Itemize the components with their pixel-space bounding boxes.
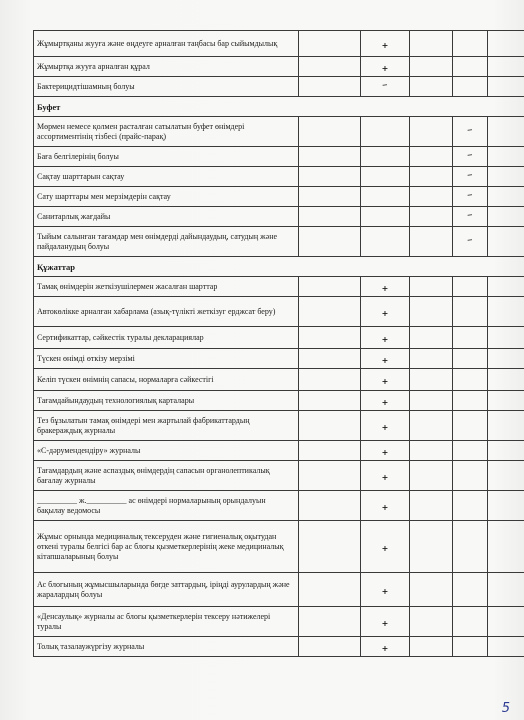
empty-cell bbox=[410, 77, 453, 97]
table-row bbox=[34, 187, 524, 207]
criterion-text: Мөрмен немесе қолмен расталған сатылатын буфет өнімдері ассортиментінің тізбесі (прайс-парақ) bbox=[34, 117, 299, 147]
empty-cell bbox=[453, 349, 488, 369]
check-mark-cell bbox=[361, 349, 410, 369]
check-mark-cell bbox=[361, 369, 410, 391]
empty-cell bbox=[410, 187, 453, 207]
criterion-text: __________ ж.__________ ас өнімдері нормаларының орындалуын бақылау ведомосы bbox=[34, 491, 299, 521]
handwritten-mark: – bbox=[466, 122, 474, 137]
check-mark-cell bbox=[453, 227, 488, 257]
table-row bbox=[34, 441, 524, 461]
empty-cell bbox=[488, 207, 524, 227]
handwritten-mark: + bbox=[381, 543, 389, 553]
check-mark-cell bbox=[361, 391, 410, 411]
table-row bbox=[34, 637, 524, 657]
empty-cell bbox=[453, 411, 488, 441]
empty-cell bbox=[299, 411, 361, 441]
empty-cell bbox=[410, 327, 453, 349]
check-mark-cell bbox=[361, 573, 410, 607]
empty-cell bbox=[410, 167, 453, 187]
page-number: 5 bbox=[501, 701, 510, 716]
empty-cell bbox=[299, 31, 361, 57]
empty-cell bbox=[410, 227, 453, 257]
check-mark-cell bbox=[361, 521, 410, 573]
criterion-text: Тез бұзылатын тамақ өнімдері мен жартылай фабрикаттардың бракераждық журналы bbox=[34, 411, 299, 441]
criterion-text: Тамақ өнімдерін жеткізушілермен жасалған шарттар bbox=[34, 277, 299, 297]
empty-cell bbox=[453, 57, 488, 77]
check-mark-cell bbox=[361, 411, 410, 441]
table-row bbox=[34, 277, 524, 297]
empty-cell bbox=[453, 297, 488, 327]
empty-cell bbox=[488, 57, 524, 77]
check-mark-cell bbox=[361, 491, 410, 521]
empty-cell bbox=[361, 187, 410, 207]
handwritten-mark: + bbox=[381, 643, 389, 653]
empty-cell bbox=[488, 411, 524, 441]
empty-cell bbox=[410, 207, 453, 227]
criterion-text: Жұмыртқа жууға арналған құрал bbox=[34, 57, 299, 77]
empty-cell bbox=[453, 31, 488, 57]
criterion-text: Тыйым салынған тағамдар мен өнімдерді дайындаудың, сатудың және пайдаланудың болуы bbox=[34, 227, 299, 257]
table-row bbox=[34, 297, 524, 327]
empty-cell bbox=[488, 573, 524, 607]
check-mark-cell bbox=[361, 31, 410, 57]
table-row bbox=[34, 573, 524, 607]
empty-cell bbox=[488, 491, 524, 521]
empty-cell bbox=[299, 227, 361, 257]
table-row bbox=[34, 327, 524, 349]
empty-cell bbox=[488, 187, 524, 207]
empty-cell bbox=[453, 441, 488, 461]
check-mark-cell bbox=[361, 77, 410, 97]
handwritten-mark: + bbox=[381, 397, 389, 407]
empty-cell bbox=[361, 207, 410, 227]
empty-cell bbox=[488, 117, 524, 147]
empty-cell bbox=[410, 441, 453, 461]
check-mark-cell bbox=[361, 637, 410, 657]
empty-cell bbox=[488, 277, 524, 297]
empty-cell bbox=[488, 77, 524, 97]
handwritten-mark: + bbox=[381, 502, 389, 512]
table-row bbox=[34, 521, 524, 573]
criterion-text: Келіп түскен өнімнің сапасы, нормаларға сәйкестігі bbox=[34, 369, 299, 391]
handwritten-mark: + bbox=[381, 586, 389, 596]
empty-cell bbox=[410, 147, 453, 167]
empty-cell bbox=[299, 349, 361, 369]
empty-cell bbox=[299, 117, 361, 147]
table-row bbox=[34, 147, 524, 167]
handwritten-mark: – bbox=[466, 207, 474, 222]
empty-cell bbox=[410, 573, 453, 607]
handwritten-mark: + bbox=[381, 472, 389, 482]
empty-cell bbox=[299, 277, 361, 297]
criterion-text: «Денсаулық» журналы ас блогы қызметкерлерін тексеру нәтижелері туралы bbox=[34, 607, 299, 637]
criterion-text: Жұмыс орнында медициналық тексеруден және гигиеналық оқытудан өткені туралы белгісі бар ас блогы қызметкерлерінің жеке медициналық кітапшаларының болуы bbox=[34, 521, 299, 573]
empty-cell bbox=[299, 57, 361, 77]
empty-cell bbox=[299, 607, 361, 637]
empty-cell bbox=[453, 573, 488, 607]
empty-cell bbox=[299, 391, 361, 411]
criterion-text: Сату шарттары мен мерзімдерін сақтау bbox=[34, 187, 299, 207]
empty-cell bbox=[410, 117, 453, 147]
empty-cell bbox=[410, 461, 453, 491]
table-row bbox=[34, 227, 524, 257]
handwritten-mark: + bbox=[381, 308, 389, 318]
handwritten-mark: + bbox=[381, 447, 389, 457]
empty-cell bbox=[299, 491, 361, 521]
empty-cell bbox=[410, 349, 453, 369]
empty-cell bbox=[453, 369, 488, 391]
empty-cell bbox=[410, 607, 453, 637]
empty-cell bbox=[488, 441, 524, 461]
check-mark-cell bbox=[453, 117, 488, 147]
empty-cell bbox=[488, 461, 524, 491]
empty-cell bbox=[361, 167, 410, 187]
empty-cell bbox=[488, 521, 524, 573]
handwritten-mark: + bbox=[381, 40, 389, 50]
handwritten-mark: + bbox=[381, 618, 389, 628]
criterion-text: Түскен өнімді өткізу мерзімі bbox=[34, 349, 299, 369]
check-mark-cell bbox=[361, 277, 410, 297]
empty-cell bbox=[488, 147, 524, 167]
checklist-body bbox=[34, 31, 524, 657]
handwritten-mark: – bbox=[466, 167, 474, 182]
criterion-text: Баға белгілерінің болуы bbox=[34, 147, 299, 167]
table-row bbox=[34, 167, 524, 187]
empty-cell bbox=[488, 227, 524, 257]
criterion-text: Сақтау шарттарын сақтау bbox=[34, 167, 299, 187]
check-mark-cell bbox=[453, 147, 488, 167]
criterion-text: Толық тазалаужүргізу журналы bbox=[34, 637, 299, 657]
empty-cell bbox=[299, 369, 361, 391]
empty-cell bbox=[453, 637, 488, 657]
empty-cell bbox=[488, 607, 524, 637]
empty-cell bbox=[299, 521, 361, 573]
check-mark-cell bbox=[453, 167, 488, 187]
criterion-text: Сертификаттар, сәйкестік туралы декларациялар bbox=[34, 327, 299, 349]
check-mark-cell bbox=[361, 327, 410, 349]
empty-cell bbox=[299, 327, 361, 349]
table-row bbox=[34, 349, 524, 369]
empty-cell bbox=[488, 327, 524, 349]
empty-cell bbox=[488, 369, 524, 391]
empty-cell bbox=[488, 349, 524, 369]
empty-cell bbox=[453, 521, 488, 573]
checklist-table bbox=[33, 30, 524, 657]
criterion-text: Тағамдардың және аспаздық өнімдердің сапасын органолептикалық бағалау журналы bbox=[34, 461, 299, 491]
handwritten-mark: – bbox=[466, 147, 474, 162]
handwritten-mark: + bbox=[381, 422, 389, 432]
empty-cell bbox=[453, 461, 488, 491]
table-row bbox=[34, 117, 524, 147]
check-mark-cell bbox=[361, 297, 410, 327]
empty-cell bbox=[488, 297, 524, 327]
table-row bbox=[34, 607, 524, 637]
empty-cell bbox=[410, 31, 453, 57]
empty-cell bbox=[453, 491, 488, 521]
empty-cell bbox=[410, 411, 453, 441]
criterion-text: «С-дәрумендендіру» журналы bbox=[34, 441, 299, 461]
empty-cell bbox=[299, 167, 361, 187]
table-row bbox=[34, 491, 524, 521]
empty-cell bbox=[410, 491, 453, 521]
check-mark-cell bbox=[361, 607, 410, 637]
empty-cell bbox=[410, 391, 453, 411]
empty-cell bbox=[488, 637, 524, 657]
empty-cell bbox=[299, 147, 361, 167]
criterion-text: Жұмыртқаны жууға және өңдеуге арналған таңбасы бар сыйымдылық bbox=[34, 31, 299, 57]
handwritten-mark: + bbox=[381, 355, 389, 365]
empty-cell bbox=[410, 369, 453, 391]
table-row bbox=[34, 369, 524, 391]
empty-cell bbox=[453, 391, 488, 411]
empty-cell bbox=[299, 77, 361, 97]
handwritten-mark: + bbox=[381, 283, 389, 293]
table-row bbox=[34, 57, 524, 77]
empty-cell bbox=[488, 391, 524, 411]
handwritten-mark: – bbox=[466, 187, 474, 202]
criterion-text: Санитарлық жағдайы bbox=[34, 207, 299, 227]
table-row bbox=[34, 31, 524, 57]
criterion-text: Автокөлікке арналған хабарлама (азық-түлікті жеткізуг ерджсат беру) bbox=[34, 297, 299, 327]
empty-cell bbox=[361, 147, 410, 167]
table-row bbox=[34, 461, 524, 491]
table-row bbox=[34, 411, 524, 441]
empty-cell bbox=[453, 77, 488, 97]
empty-cell bbox=[299, 297, 361, 327]
empty-cell bbox=[361, 117, 410, 147]
empty-cell bbox=[410, 57, 453, 77]
empty-cell bbox=[453, 327, 488, 349]
empty-cell bbox=[410, 277, 453, 297]
empty-cell bbox=[299, 207, 361, 227]
handwritten-mark: + bbox=[381, 376, 389, 386]
empty-cell bbox=[299, 573, 361, 607]
handwritten-mark: + bbox=[381, 63, 389, 73]
section-row bbox=[34, 257, 524, 277]
check-mark-cell bbox=[453, 187, 488, 207]
empty-cell bbox=[299, 441, 361, 461]
criterion-text: Ас блогының жұмысшыларында бөгде заттардың, іріңді аурулардың және жаралардың болуы bbox=[34, 573, 299, 607]
handwritten-mark: – bbox=[466, 232, 474, 247]
empty-cell bbox=[361, 227, 410, 257]
empty-cell bbox=[453, 607, 488, 637]
section-title: Буфет bbox=[34, 97, 524, 117]
handwritten-mark: + bbox=[381, 334, 389, 344]
empty-cell bbox=[453, 277, 488, 297]
empty-cell bbox=[299, 461, 361, 491]
empty-cell bbox=[299, 637, 361, 657]
criterion-text: Бактерицидтішамның болуы bbox=[34, 77, 299, 97]
check-mark-cell bbox=[453, 207, 488, 227]
table-row bbox=[34, 77, 524, 97]
empty-cell bbox=[299, 187, 361, 207]
section-row bbox=[34, 97, 524, 117]
handwritten-mark: – bbox=[381, 77, 389, 92]
table-row bbox=[34, 391, 524, 411]
empty-cell bbox=[410, 637, 453, 657]
table-row bbox=[34, 207, 524, 227]
empty-cell bbox=[410, 521, 453, 573]
empty-cell bbox=[488, 167, 524, 187]
check-mark-cell bbox=[361, 57, 410, 77]
empty-cell bbox=[488, 31, 524, 57]
criterion-text: Тағамдайындаудың технологиялық карталары bbox=[34, 391, 299, 411]
check-mark-cell bbox=[361, 461, 410, 491]
empty-cell bbox=[410, 297, 453, 327]
check-mark-cell bbox=[361, 441, 410, 461]
section-title: Құжаттар bbox=[34, 257, 524, 277]
